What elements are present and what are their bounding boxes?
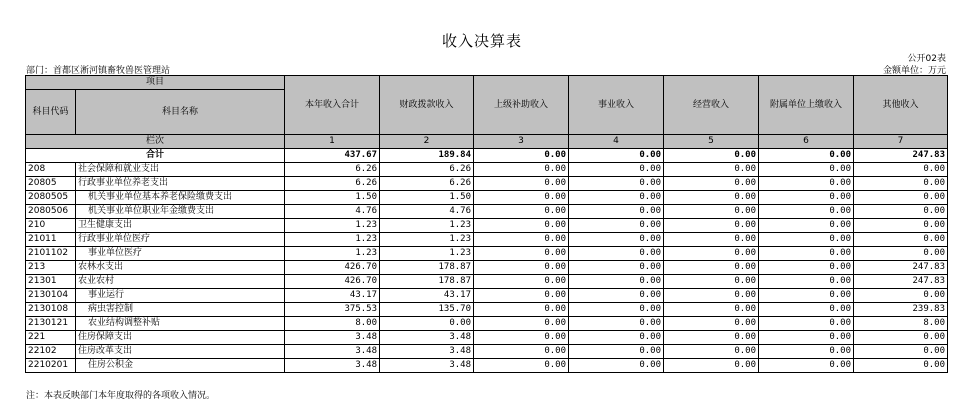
row-value: 0.00 (664, 219, 759, 233)
table-row (26, 219, 948, 233)
total-value: 0.00 (474, 149, 569, 163)
row-value: 0.00 (474, 359, 569, 373)
row-value: 0.00 (854, 233, 948, 247)
row-value: 0.00 (759, 303, 854, 317)
row-value: 0.00 (854, 247, 948, 261)
header-col-2: 财政拨款收入 (380, 76, 474, 135)
row-name: 住房改革支出 (76, 345, 285, 359)
header-col-4: 事业收入 (569, 76, 664, 135)
table-row (26, 233, 948, 247)
table-row (26, 247, 948, 261)
row-code: 21301 (26, 275, 76, 289)
row-value: 43.17 (285, 289, 380, 303)
row-value: 0.00 (569, 247, 664, 261)
row-value: 3.48 (380, 359, 474, 373)
row-value: 0.00 (569, 303, 664, 317)
row-name: 社会保障和就业支出 (76, 163, 285, 177)
table-row (26, 205, 948, 219)
header-seq: 3 (474, 135, 569, 149)
total-value: 0.00 (569, 149, 664, 163)
row-value: 0.00 (664, 233, 759, 247)
total-value: 189.84 (380, 149, 474, 163)
row-value: 0.00 (664, 317, 759, 331)
row-name: 行政事业单位养老支出 (76, 177, 285, 191)
header-seq: 6 (759, 135, 854, 149)
row-value: 0.00 (664, 261, 759, 275)
row-value: 6.26 (380, 177, 474, 191)
header-item: 项目 (26, 76, 285, 90)
row-code: 22102 (26, 345, 76, 359)
row-value: 6.26 (285, 163, 380, 177)
row-value: 0.00 (569, 345, 664, 359)
row-value: 0.00 (664, 345, 759, 359)
table-row (26, 163, 948, 177)
row-value: 0.00 (569, 205, 664, 219)
row-value: 0.00 (854, 345, 948, 359)
unit-label: 金额单位：万元 (882, 66, 946, 76)
row-code: 2080505 (26, 191, 76, 205)
row-value: 0.00 (474, 317, 569, 331)
table-row (26, 331, 948, 345)
row-value: 0.00 (474, 191, 569, 205)
row-value: 1.50 (380, 191, 474, 205)
footnote: 注：本表反映部门本年度取得的各项收入情况。 (26, 391, 216, 401)
row-value: 0.00 (759, 191, 854, 205)
row-value: 0.00 (474, 345, 569, 359)
total-label: 合计 (26, 149, 285, 163)
table-row (26, 289, 948, 303)
row-value: 0.00 (854, 219, 948, 233)
row-code: 2130108 (26, 303, 76, 317)
row-code: 21011 (26, 233, 76, 247)
header-col-3: 上级补助收入 (474, 76, 569, 135)
total-value: 0.00 (664, 149, 759, 163)
row-value: 0.00 (664, 205, 759, 219)
row-value: 1.23 (285, 219, 380, 233)
income-table (25, 75, 948, 373)
row-value: 178.87 (380, 275, 474, 289)
row-value: 0.00 (474, 177, 569, 191)
department-label: 部门：首都区淅河镇畜牧兽医管理站 (26, 66, 171, 76)
header-seq: 1 (285, 135, 380, 149)
row-name: 卫生健康支出 (76, 219, 285, 233)
row-value: 8.00 (854, 317, 948, 331)
row-code: 2101102 (26, 247, 76, 261)
row-value: 0.00 (664, 247, 759, 261)
table-row (26, 261, 948, 275)
row-value: 1.23 (380, 219, 474, 233)
table-row (26, 345, 948, 359)
header-seq: 2 (380, 135, 474, 149)
row-code: 208 (26, 163, 76, 177)
row-value: 0.00 (854, 177, 948, 191)
row-value: 0.00 (759, 275, 854, 289)
row-value: 1.23 (380, 247, 474, 261)
table-row (26, 275, 948, 289)
row-value: 0.00 (759, 345, 854, 359)
row-value: 0.00 (474, 233, 569, 247)
row-value: 0.00 (569, 261, 664, 275)
row-name: 农业结构调整补贴 (76, 317, 285, 331)
row-value: 1.23 (380, 233, 474, 247)
row-value: 1.23 (285, 247, 380, 261)
row-code: 2130104 (26, 289, 76, 303)
header-col-1: 本年收入合计 (285, 76, 380, 135)
row-value: 0.00 (664, 331, 759, 345)
row-value: 0.00 (569, 359, 664, 373)
row-value: 375.53 (285, 303, 380, 317)
row-value: 0.00 (569, 275, 664, 289)
table-row (26, 191, 948, 205)
row-value: 6.26 (380, 163, 474, 177)
row-code: 2130121 (26, 317, 76, 331)
row-value: 426.70 (285, 275, 380, 289)
row-value: 0.00 (854, 359, 948, 373)
row-value: 247.83 (854, 261, 948, 275)
header-col-5: 经营收入 (664, 76, 759, 135)
total-value: 0.00 (759, 149, 854, 163)
row-value: 0.00 (474, 275, 569, 289)
form-number: 公开02表 (907, 54, 946, 64)
row-value: 0.00 (759, 331, 854, 345)
row-value: 4.76 (380, 205, 474, 219)
page-title: 收入决算表 (441, 32, 522, 50)
table-row (26, 177, 948, 191)
row-code: 221 (26, 331, 76, 345)
row-value: 0.00 (759, 233, 854, 247)
header-code: 科目代码 (26, 90, 76, 135)
row-code: 20805 (26, 177, 76, 191)
row-value: 0.00 (759, 163, 854, 177)
row-value: 0.00 (474, 247, 569, 261)
row-value: 0.00 (664, 303, 759, 317)
row-value: 3.48 (285, 359, 380, 373)
row-name: 农业农村 (76, 275, 285, 289)
row-value: 0.00 (664, 289, 759, 303)
row-value: 0.00 (759, 261, 854, 275)
row-code: 213 (26, 261, 76, 275)
row-name: 住房公积金 (76, 359, 285, 373)
row-name: 事业单位医疗 (76, 247, 285, 261)
row-value: 247.83 (854, 275, 948, 289)
row-value: 3.48 (285, 331, 380, 345)
row-value: 0.00 (759, 247, 854, 261)
row-code: 210 (26, 219, 76, 233)
row-value: 0.00 (474, 289, 569, 303)
table-row (26, 359, 948, 373)
row-value: 43.17 (380, 289, 474, 303)
row-name: 住房保障支出 (76, 331, 285, 345)
row-value: 0.00 (474, 205, 569, 219)
row-name: 事业运行 (76, 289, 285, 303)
row-name: 机关事业单位基本养老保险缴费支出 (76, 191, 285, 205)
row-value: 0.00 (854, 191, 948, 205)
row-value: 426.70 (285, 261, 380, 275)
row-value: 178.87 (380, 261, 474, 275)
row-value: 0.00 (759, 219, 854, 233)
row-value: 0.00 (854, 289, 948, 303)
row-value: 0.00 (569, 317, 664, 331)
row-value: 0.00 (664, 163, 759, 177)
row-value: 0.00 (664, 359, 759, 373)
row-value: 0.00 (664, 275, 759, 289)
row-value: 3.48 (380, 345, 474, 359)
row-value: 0.00 (854, 163, 948, 177)
row-value: 0.00 (664, 177, 759, 191)
row-value: 0.00 (759, 359, 854, 373)
row-value: 0.00 (569, 163, 664, 177)
row-value: 0.00 (474, 261, 569, 275)
row-value: 0.00 (759, 177, 854, 191)
total-value: 437.67 (285, 149, 380, 163)
row-name: 农林水支出 (76, 261, 285, 275)
row-value: 0.00 (759, 205, 854, 219)
row-value: 1.23 (285, 233, 380, 247)
row-value: 0.00 (569, 219, 664, 233)
row-value: 0.00 (380, 317, 474, 331)
row-value: 0.00 (474, 331, 569, 345)
row-value: 0.00 (759, 317, 854, 331)
row-value: 0.00 (569, 233, 664, 247)
row-value: 3.48 (285, 345, 380, 359)
row-value: 6.26 (285, 177, 380, 191)
header-col-7: 其他收入 (854, 76, 948, 135)
row-value: 0.00 (474, 303, 569, 317)
header-seq: 5 (664, 135, 759, 149)
table-row (26, 317, 948, 331)
row-name: 机关事业单位职业年金缴费支出 (76, 205, 285, 219)
row-value: 8.00 (285, 317, 380, 331)
row-value: 0.00 (569, 331, 664, 345)
row-value: 0.00 (569, 289, 664, 303)
header-seq: 4 (569, 135, 664, 149)
header-col-6: 附属单位上缴收入 (759, 76, 854, 135)
row-code: 2080506 (26, 205, 76, 219)
row-value: 239.83 (854, 303, 948, 317)
row-value: 0.00 (854, 205, 948, 219)
header-seq-label: 栏次 (26, 135, 285, 149)
row-name: 行政事业单位医疗 (76, 233, 285, 247)
row-value: 4.76 (285, 205, 380, 219)
row-value: 0.00 (474, 163, 569, 177)
row-value: 0.00 (569, 177, 664, 191)
header-name: 科目名称 (76, 90, 285, 135)
row-value: 3.48 (380, 331, 474, 345)
row-value: 0.00 (474, 219, 569, 233)
row-value: 0.00 (854, 331, 948, 345)
total-row (26, 149, 948, 163)
row-code: 2210201 (26, 359, 76, 373)
row-value: 0.00 (569, 191, 664, 205)
row-value: 1.50 (285, 191, 380, 205)
header-seq: 7 (854, 135, 948, 149)
row-name: 病虫害控制 (76, 303, 285, 317)
row-value: 0.00 (664, 191, 759, 205)
table-row (26, 303, 948, 317)
total-value: 247.83 (854, 149, 948, 163)
row-value: 0.00 (759, 289, 854, 303)
row-value: 135.70 (380, 303, 474, 317)
